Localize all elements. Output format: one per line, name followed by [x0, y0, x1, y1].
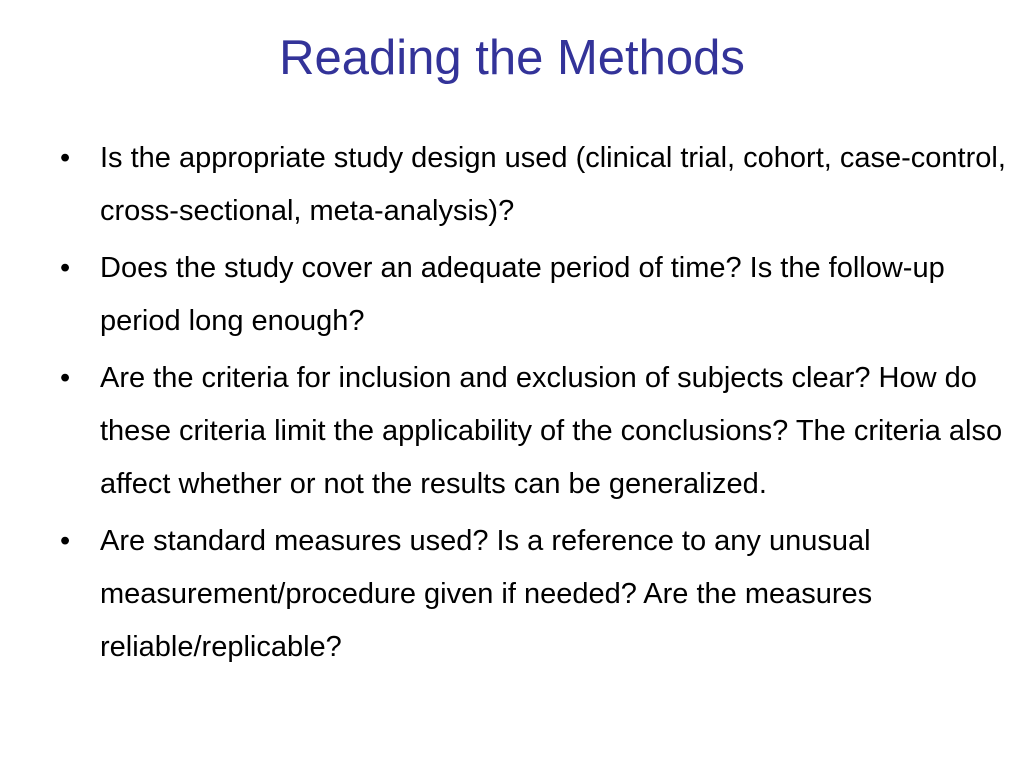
bullet-icon: • — [60, 525, 71, 557]
bullet-icon: • — [60, 362, 71, 394]
bullet-item-study-design — [60, 132, 1010, 238]
slide-title: Reading the Methods — [279, 31, 745, 85]
bullet-text: Are the criteria for inclusion and exclusion of subjects clear? How do these criteria limit the applicability of the conclusions? The criteria also affect whether or not the results can be generalized. — [100, 362, 1003, 500]
bullet-item-criteria — [60, 352, 1010, 511]
bullet-icon: • — [60, 252, 71, 284]
bullet-text: Is the appropriate study design used (clinical trial, cohort, case-control, cross-sectional, meta-analysis)? — [100, 142, 1006, 227]
bullet-item-measures — [60, 515, 1010, 674]
bullet-list — [60, 132, 1010, 678]
bullet-text: Are standard measures used? Is a reference to any unusual measurement/procedure given if needed? Are the measures reliable/replicable? — [100, 525, 873, 663]
bullet-text: Does the study cover an adequate period of time? Is the follow-up period long enough? — [100, 252, 945, 337]
bullet-item-time-period — [60, 242, 1010, 348]
bullet-icon: • — [60, 142, 71, 174]
